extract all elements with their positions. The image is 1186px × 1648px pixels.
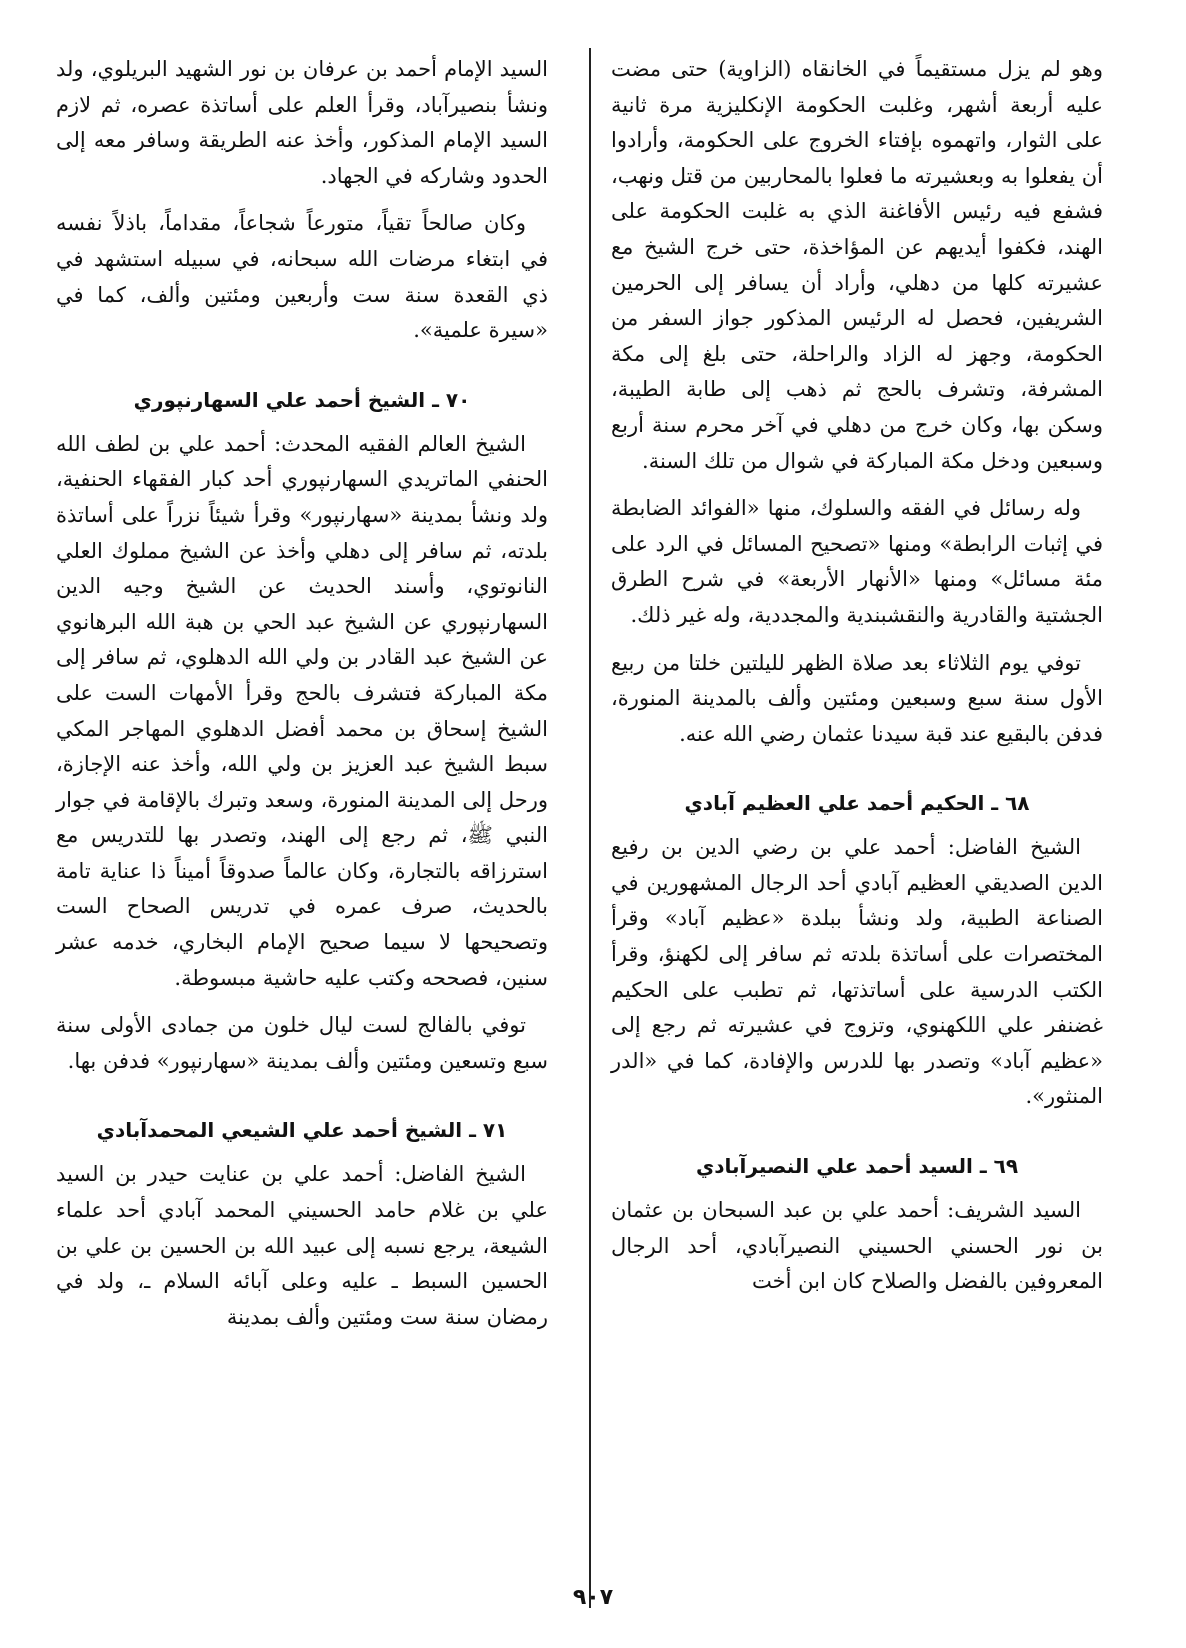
paragraph: الشيخ الفاضل: أحمد علي بن رضي الدين بن رفيع الدين الصديقي العظيم آبادي أحد الرجال المشهورين في الصناعة الطبية، ولد ونشأ ببلدة «عظيم آباد» وقرأ المختصرات على أساتذة بلدته ثم سافر إلى لكهنؤ، وقرأ الكتب الدرسية على أساتذتها، ثم تطبب على الحكيم غضنفر علي اللكهنوي، وتزوج في عشيرته ثم رجع إلى «عظيم آباد» وتصدر بها للدرس والإفادة، كما في «الدر المنثور». bbox=[611, 835, 1103, 1109]
column-divider bbox=[589, 48, 591, 1608]
paragraph: وكان صالحاً تقياً، متورعاً شجاعاً، مقداماً، باذلاً نفسه في ابتغاء مرضات الله سبحانه، في سبيله استشهد في ذي القعدة سنة ست وأربعين ومئتين وألف، كما في «سيرة علمية». bbox=[56, 211, 548, 343]
paragraph: توفي يوم الثلاثاء بعد صلاة الظهر لليلتين خلتا من ربيع الأول سنة سبع وسبعين ومئتين وألف بالمدينة المنورة، فدفن بالبقيع عند قبة سيدنا عثمان رضي الله عنه. bbox=[611, 650, 1103, 746]
paragraph: وله رسائل في الفقه والسلوك، منها «الفوائد الضابطة في إثبات الرابطة» ومنها «تصحيح المسائل في الرد على مئة مسائل» ومنها «الأنهار الأربعة» في شرح الطرق الجشتية والقادرية والنقشبندية والمجددية، وله غير ذلك. bbox=[611, 496, 1103, 627]
entry-heading-68: ٦٨ ـ الحكيم أحمد علي العظيم آبادي bbox=[684, 791, 1030, 816]
paragraph: السيد الإمام أحمد بن عرفان بن نور الشهيد البريلوي، ولد ونشأ بنصيرآباد، وقرأ العلم على أساتذة عصره، ثم لازم السيد الإمام المذكور، وأخذ عنه الطريقة وسافر معه إلى الحدود وشاركه في الجهاد. bbox=[56, 57, 548, 188]
paragraph: توفي بالفالج لست ليال خلون من جمادى الأولى سنة سبع وتسعين ومئتين وألف بمدينة «سهارنپور» فدفن بها. bbox=[56, 1013, 548, 1073]
paragraph: وهو لم يزل مستقيماً في الخانقاه (الزاوية) حتى مضت عليه أربعة أشهر، وغلبت الحكومة الإنكليزية مرة ثانية على الثوار، واتهموه بإفتاء الخروج على الحكومة، وأرادوا أن يفعلوا به وبعشيرته ما فعلوا بالمحاربين من قتل ونهب، فشفع فيه رئيس الأفاغنة الذي به غلبت الحكومة على الهند، فكفوا أيديهم عن المؤاخذة، حتى خرج الشيخ مع عشيرته كلها من دهلي، وأراد أن يسافر إلى الحرمين الشريفين، فحصل له الرئيس المذكور جواز السفر من الحكومة، وجهز له الزاد والراحلة، حتى بلغ إلى مكة المشرفة، وتشرف بالحج ثم ذهب إلى طابة الطيبة، وسكن بها، وكان خرج من دهلي في آخر محرم سنة أربع وسبعين ودخل مكة المباركة في شوال من تلك السنة. bbox=[611, 57, 1103, 473]
entry-heading-71: ٧١ ـ الشيخ أحمد علي الشيعي المحمدآبادي bbox=[96, 1118, 508, 1143]
paragraph: السيد الشريف: أحمد علي بن عبد السبحان بن عثمان بن نور الحسني الحسيني النصيرآبادي، أحد الرجال المعروفين بالفضل والصلاح كان ابن أخت bbox=[611, 1198, 1103, 1294]
left-column bbox=[56, 52, 548, 1347]
entry-heading-69: ٦٩ ـ السيد أحمد علي النصيرآبادي bbox=[695, 1154, 1019, 1179]
paragraph: الشيخ الفاضل: أحمد علي بن عنايت حيدر بن السيد علي بن غلام حامد الحسيني المحمد آبادي أحد علماء الشيعة، يرجع نسبه إلى عبيد الله بن الحسين بن علي بن الحسين السبط ـ عليه وعلى آبائه السلام ـ، ولد في رمضان سنة ست ومئتين وألف بمدينة bbox=[56, 1162, 548, 1329]
entry-heading-70: ٧٠ ـ الشيخ أحمد علي السهارنپوري bbox=[133, 387, 471, 412]
page-number: ٩٠٧ bbox=[572, 1585, 614, 1610]
right-column bbox=[611, 52, 1103, 1312]
paragraph: الشيخ العالم الفقيه المحدث: أحمد علي بن لطف الله الحنفي الماتريدي السهارنپوري أحد كبار الفقهاء الحنفية، ولد ونشأ بمدينة «سهارنپور» وقرأ شيئاً نزراً على أساتذة بلدته، ثم سافر إلى دهلي وأخذ عن الشيخ مملوك العلي النانوتوي، وأسند الحديث عن الشيخ وجيه الدين السهارنپوري عن الشيخ عبد الحي بن هبة الله البرهانوي عن الشيخ عبد القادر بن ولي الله الدهلوي، ثم سافر إلى مكة المباركة فتشرف بالحج وقرأ الأمهات الست على الشيخ إسحاق بن محمد أفضل الدهلوي المهاجر المكي سبط الشيخ عبد العزيز بن ولي الله، وأخذ عنه الإجازة، ورحل إلى المدينة المنورة، وسعد وتبرك بالإقامة في جوار النبي ﷺ، ثم رجع إلى الهند، وتصدر بها للتدريس مع استرزاقه بالتجارة، وكان عالماً صدوقاً أميناً ذا عناية تامة بالحديث، صرف عمره في تدريس الصحاح الست وتصحيحها لا سيما صحيح الإمام البخاري، خدمه عشر سنين، فصححه وكتب عليه حاشية مبسوطة. bbox=[56, 431, 548, 990]
